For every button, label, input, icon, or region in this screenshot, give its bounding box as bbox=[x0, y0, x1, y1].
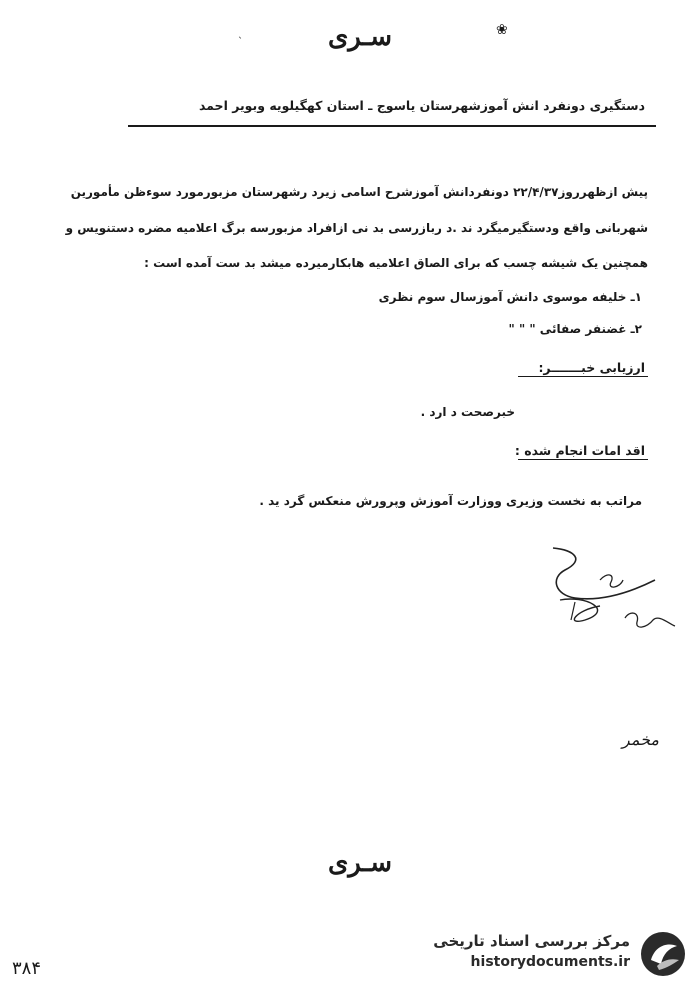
evaluation-text: خبرصحت د ارد . bbox=[420, 405, 515, 419]
ink-speck: ˎ bbox=[238, 28, 243, 39]
actions-heading: اقد امات انجام شده : bbox=[514, 443, 645, 458]
evaluation-heading: ارزیابی خبـــــــر: bbox=[538, 360, 645, 375]
classification-bottom: سـری bbox=[327, 848, 393, 878]
watermark-name: مرکز بررسی اسناد تاریخی bbox=[433, 932, 630, 950]
marginal-note: مخمر bbox=[622, 730, 659, 749]
body-line-1: پیش ازظهرروز۲۲/۴/۳۷ دونفردانش آموزشرح اسامی زیرد رشهرستان مزبورمورد سوءظن مأمورین bbox=[70, 185, 648, 199]
corner-mark: ❀ bbox=[496, 22, 508, 38]
evaluation-underline bbox=[518, 376, 648, 377]
classification-top: سـری bbox=[327, 22, 393, 52]
actions-underline bbox=[518, 459, 648, 460]
archive-logo-icon bbox=[637, 930, 689, 978]
list-item: ۱ـ خلیفه موسوی دانش آموزسال سوم نظری bbox=[378, 290, 642, 304]
watermark-url: historydocuments.ir bbox=[470, 954, 630, 970]
document-subject: دستگیری دونفرد انش آموزشهرستان یاسوج ـ استان کهگیلویه وبویر احمد bbox=[198, 98, 645, 113]
subject-underline bbox=[128, 125, 656, 127]
handwritten-signature bbox=[545, 540, 685, 650]
list-item: ۲ـ غضنفر صفائی " " " bbox=[508, 322, 642, 336]
body-line-3: همچنین یک شیشه چسب که برای الصاق اعلامیه هابکارمیرده میشد بد ست آمده است : bbox=[144, 256, 648, 270]
page-number: ۳۸۴ bbox=[12, 958, 42, 979]
body-line-2: شهربانی واقع ودستگیرمیگرد ند .د ربازرسی بد نی ازافراد مزبورسه برگ اعلامیه مضره دستنویس و bbox=[65, 221, 648, 235]
closing-text: مراتب به نخست وزیری ووزارت آموزش وپرورش منعکس گرد ید . bbox=[259, 494, 642, 508]
